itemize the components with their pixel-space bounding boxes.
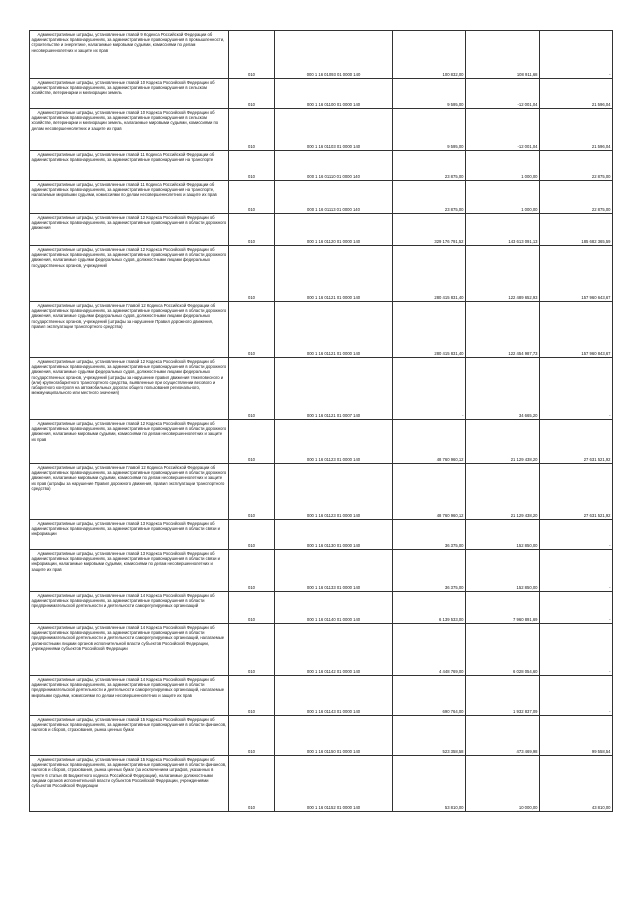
line-code-cell: 010 [229, 716, 275, 756]
budget-classification-code-cell: 000 1 16 01123 01 0000 140 [275, 420, 393, 464]
income-name-cell [30, 716, 229, 756]
approved-amount-cell: 36 375,00 [393, 550, 466, 592]
income-name: Административные штрафы, установленные главой 9 Кодекса Российской Федерации об административных правонарушениях, за административные правонарушения в промышленности, строительстве и энергетике, налагаемые мировыми судьями, комиссиями по делам несовершеннолетних и защите их прав [31, 32, 225, 53]
line-code-cell: 010 [229, 358, 275, 420]
income-name: Административные штрафы, установленные главой 14 Кодекса Российской Федерации об административных правонарушениях, за административные правонарушения в области предпринимательской деятельности и деятельности саморегулируемых организаций, налагаемые должностными лицами органов исполнительной власти субъектов Российской Федерации, учреждениями субъектов Российской Федерации [31, 625, 225, 651]
income-name-cell [30, 302, 229, 358]
income-name: Административные штрафы, установленные главой 12 Кодекса Российской Федерации об административных правонарушениях, за административные правонарушения в области дорожного движения, налагаемые мировыми судьями, комиссиями по делам несовершеннолетних и защите их прав [31, 421, 227, 442]
income-name: Административные штрафы, установленные главой 11 Кодекса Российской Федерации об административных правонарушениях, за административные правонарушения на транспорте, налагаемые мировыми судьями, комиссиями по делам несовершеннолетних и защите их прав [31, 182, 217, 198]
budget-classification-code-cell: 000 1 16 01140 01 0000 140 [275, 592, 393, 624]
budget-classification-code-cell: 000 1 16 01103 01 0000 140 [275, 109, 393, 151]
budget-classification-code-cell: 000 1 16 01093 01 0000 140 [275, 31, 393, 79]
income-name: Административные штрафы, установленные главой 12 Кодекса Российской Федерации об административных правонарушениях, за административные правонарушения в области дорожного движения, налагаемые судьями федеральных судов, должностными лицами федеральных государственных органов, учреждений (штрафы за нарушение правил движения тяжеловесного и (или) крупногабаритного транспортного средства, выявленные при осуществлении весового и габаритного контроля на автомобильных дорогах общего пользования регионального, межмуниципального или местного значения) [31, 359, 227, 396]
line-code-cell: 010 [229, 31, 275, 79]
executed-amount-cell: 34 665,20 [466, 358, 540, 420]
income-name: Административные штрафы, установленные Главой 12 Кодекса Российской Федерации об административных правонарушениях, за административные правонарушения в области дорожного движения, налагаемые мировыми судьями, комиссиями по делам несовершеннолетних и защите их прав (штрафы за нарушение Правил дорожного движения, правил эксплуатации транспортного средства) [31, 465, 227, 491]
unexecuted-amount-cell: 22 875,00 [540, 151, 613, 181]
approved-amount-cell: 9 595,00 [393, 109, 466, 151]
unexecuted-amount-cell: 99 558,54 [540, 716, 613, 756]
income-name: Административные штрафы, установленные главой 13 Кодекса Российской Федерации об административных правонарушениях, за административные правонарушения в области связи и информации, налагаемые мировыми судьями, комиссиями по делам несовершеннолетних и защите их прав [31, 551, 220, 572]
executed-amount-cell: 143 613 091,13 [466, 214, 540, 246]
unexecuted-amount-cell: 21 596,04 [540, 79, 613, 109]
table-row [30, 676, 613, 716]
unexecuted-amount-cell: - [540, 31, 613, 79]
income-name-cell [30, 464, 229, 520]
unexecuted-amount-cell: 21 596,04 [540, 109, 613, 151]
approved-amount-cell: 6 139 533,00 [393, 592, 466, 624]
line-code-cell: 010 [229, 420, 275, 464]
line-code-cell: 010 [229, 246, 275, 302]
budget-classification-code-cell: 000 1 16 01130 01 0000 140 [275, 520, 393, 550]
approved-amount-cell: 4 448 769,00 [393, 624, 466, 676]
unexecuted-amount-cell: 185 682 365,59 [540, 214, 613, 246]
income-name: Административные штрафы, установленные главой 10 Кодекса Российской Федерации об административных правонарушениях, за административные правонарушения в сельском хозяйстве, ветеринарии и мелиорации земель, налагаемые мировыми судьями, комиссиями по делам несовершеннолетних и защите их прав [31, 110, 219, 131]
budget-classification-code-cell: 000 1 16 01150 01 0000 140 [275, 716, 393, 756]
budget-classification-code-cell: 000 1 16 01133 01 0000 140 [275, 550, 393, 592]
table-row [30, 592, 613, 624]
budget-classification-code-cell: 000 1 16 01121 01 0000 140 [275, 302, 393, 358]
executed-amount-cell: 21 129 438,20 [466, 420, 540, 464]
income-name-cell [30, 246, 229, 302]
table-row [30, 302, 613, 358]
budget-classification-code-cell: 000 1 16 01113 01 0000 140 [275, 181, 393, 214]
table-row [30, 358, 613, 420]
line-code-cell: 010 [229, 550, 275, 592]
approved-amount-cell: 280 415 831,40 [393, 302, 466, 358]
unexecuted-amount-cell: 157 960 843,67 [540, 302, 613, 358]
budget-classification-code-cell: 000 1 16 01121 01 0007 140 [275, 358, 393, 420]
line-code-cell: 010 [229, 151, 275, 181]
table-body [30, 31, 613, 812]
income-name-cell [30, 550, 229, 592]
executed-amount-cell: 108 911,68 [466, 31, 540, 79]
table-row [30, 79, 613, 109]
income-name-cell [30, 358, 229, 420]
approved-amount-cell: 23 875,00 [393, 151, 466, 181]
table-row [30, 420, 613, 464]
income-name-cell [30, 109, 229, 151]
line-code-cell: 010 [229, 464, 275, 520]
line-code-cell: 010 [229, 181, 275, 214]
approved-amount-cell: 329 176 791,52 [393, 214, 466, 246]
income-name-cell [30, 756, 229, 812]
table-row [30, 181, 613, 214]
approved-amount-cell: 690 764,00 [393, 676, 466, 716]
budget-classification-code-cell: 000 1 16 01152 01 0000 140 [275, 756, 393, 812]
line-code-cell: 010 [229, 79, 275, 109]
budget-classification-code-cell: 000 1 16 01110 01 0000 140 [275, 151, 393, 181]
table-row [30, 756, 613, 812]
table-row [30, 624, 613, 676]
approved-amount-cell: 53 810,00 [393, 756, 466, 812]
budget-classification-code-cell: 000 1 16 01121 01 0000 140 [275, 246, 393, 302]
table-row [30, 520, 613, 550]
income-name-cell [30, 676, 229, 716]
income-name-cell [30, 592, 229, 624]
executed-amount-cell: -12 001,04 [466, 109, 540, 151]
income-name: Административные штрафы, установленные главой 14 Кодекса Российской Федерации об административных правонарушениях, за административные правонарушения в области предпринимательской деятельности и деятельности саморегулируемых организаций, налагаемые мировыми судьями, комиссиями по делам несовершеннолетних и защите их прав [31, 677, 225, 698]
table-row [30, 151, 613, 181]
line-code-cell: 010 [229, 756, 275, 812]
table-row [30, 464, 613, 520]
executed-amount-cell: 152 850,00 [466, 550, 540, 592]
table-row [30, 109, 613, 151]
executed-amount-cell: -12 001,04 [466, 79, 540, 109]
income-name: Административные штрафы, установленные главой 15 Кодекса Российской Федерации об административных правонарушениях, за административные правонарушения в области финансов, налогов и сборов, страхования, рынка ценных бумаг (за исключением штрафов, указанных в пункте 6 статьи 46 Бюджетного кодекса Российской Федерации), налагаемые должностными лицами органов исполнительной власти субъектов Российской Федерации, учреждениями субъектов Российской Федерации [31, 757, 227, 789]
table-row [30, 214, 613, 246]
income-name-cell [30, 79, 229, 109]
approved-amount-cell: 48 760 960,12 [393, 420, 466, 464]
executed-amount-cell: 1 000,00 [466, 151, 540, 181]
executed-amount-cell: 152 850,00 [466, 520, 540, 550]
income-name-cell [30, 151, 229, 181]
unexecuted-amount-cell: - [540, 520, 613, 550]
income-name: Административные штрафы, установленные Главой 12 Кодекса Российской Федерации об административных правонарушениях, за административные правонарушения в области дорожного движения, налагаемые судьями федеральных судов, должностными лицами федеральных государственных органов, учреждений (штрафы за нарушение Правил дорожного движения, правил эксплуатации транспортного средства) [31, 303, 227, 329]
income-name: Административные штрафы, установленные главой 12 Кодекса Российской Федерации об административных правонарушениях, за административные правонарушения в области дорожного движения, налагаемые судьями федеральных судов, должностными лицами федеральных государственных органов, учреждений [31, 247, 227, 268]
income-name: Административные штрафы, установленные главой 10 Кодекса Российской Федерации об административных правонарушениях, за административные правонарушения в сельском хозяйстве, ветеринарии и мелиорации земель [31, 80, 215, 96]
income-name-cell [30, 624, 229, 676]
table-row [30, 716, 613, 756]
unexecuted-amount-cell: 27 631 521,92 [540, 420, 613, 464]
line-code-cell: 010 [229, 302, 275, 358]
unexecuted-amount-cell: 157 960 643,67 [540, 246, 613, 302]
executed-amount-cell: 7 960 891,69 [466, 592, 540, 624]
unexecuted-amount-cell: - [540, 624, 613, 676]
executed-amount-cell: 1 932 837,09 [466, 676, 540, 716]
approved-amount-cell: 100 832,00 [393, 31, 466, 79]
income-name: Административные штрафы, установленные главой 13 Кодекса Российской Федерации об административных правонарушениях, за административные правонарушения в области связи и информации [31, 521, 220, 537]
executed-amount-cell: 1 000,00 [466, 181, 540, 214]
approved-amount-cell: 36 375,00 [393, 520, 466, 550]
line-code-cell: 010 [229, 109, 275, 151]
budget-classification-code-cell: 000 1 16 01143 01 0000 140 [275, 676, 393, 716]
unexecuted-amount-cell: 22 875,00 [540, 181, 613, 214]
table-row [30, 31, 613, 79]
executed-amount-cell: 10 000,00 [466, 756, 540, 812]
income-name-cell [30, 181, 229, 214]
table-row [30, 246, 613, 302]
executed-amount-cell: 21 129 438,20 [466, 464, 540, 520]
executed-amount-cell: 122 489 652,93 [466, 246, 540, 302]
budget-classification-code-cell: 000 1 16 01123 01 0000 140 [275, 464, 393, 520]
income-name-cell [30, 420, 229, 464]
line-code-cell: 010 [229, 592, 275, 624]
approved-amount-cell: 48 760 960,12 [393, 464, 466, 520]
unexecuted-amount-cell: - [540, 358, 613, 420]
income-name-cell [30, 31, 229, 79]
table-row [30, 550, 613, 592]
approved-amount-cell: - [393, 358, 466, 420]
income-name: Административные штрафы, установленные главой 14 Кодекса Российской Федерации об административных правонарушениях, за административные правонарушения в области предпринимательской деятельности и деятельности саморегулируемых организаций [31, 593, 215, 609]
income-name: Административные штрафы, установленные главой 15 Кодекса Российской Федерации об административных правонарушениях, за административные правонарушения в области финансов, налогов и сборов, страхования, рынка ценных бумаг [31, 717, 227, 733]
approved-amount-cell: 280 415 831,40 [393, 246, 466, 302]
budget-classification-code-cell: 000 1 16 01120 01 0000 140 [275, 214, 393, 246]
unexecuted-amount-cell: 43 810,00 [540, 756, 613, 812]
budget-classification-code-cell: 000 1 16 01142 01 0000 140 [275, 624, 393, 676]
executed-amount-cell: 122 454 987,73 [466, 302, 540, 358]
executed-amount-cell: 6 028 054,60 [466, 624, 540, 676]
unexecuted-amount-cell: - [540, 550, 613, 592]
line-code-cell: 010 [229, 676, 275, 716]
unexecuted-amount-cell: - [540, 592, 613, 624]
income-name: Административные штрафы, установленные главой 11 Кодекса Российской Федерации об административных правонарушениях, за административные правонарушения на транспорте [31, 152, 215, 163]
income-name-cell [30, 214, 229, 246]
line-code-cell: 010 [229, 624, 275, 676]
approved-amount-cell: 9 595,00 [393, 79, 466, 109]
unexecuted-amount-cell: 27 631 521,92 [540, 464, 613, 520]
approved-amount-cell: 23 875,00 [393, 181, 466, 214]
budget-classification-code-cell: 000 1 16 01100 01 0000 140 [275, 79, 393, 109]
executed-amount-cell: 473 469,98 [466, 716, 540, 756]
line-code-cell: 010 [229, 520, 275, 550]
unexecuted-amount-cell: - [540, 676, 613, 716]
income-name-cell [30, 520, 229, 550]
income-name: Административные штрафы, установленные главой 12 Кодекса Российской Федерации об административных правонарушениях, за административные правонарушения в области дорожного движения [31, 215, 227, 231]
line-code-cell: 010 [229, 214, 275, 246]
budget-income-table [29, 30, 613, 812]
approved-amount-cell: 523 358,58 [393, 716, 466, 756]
